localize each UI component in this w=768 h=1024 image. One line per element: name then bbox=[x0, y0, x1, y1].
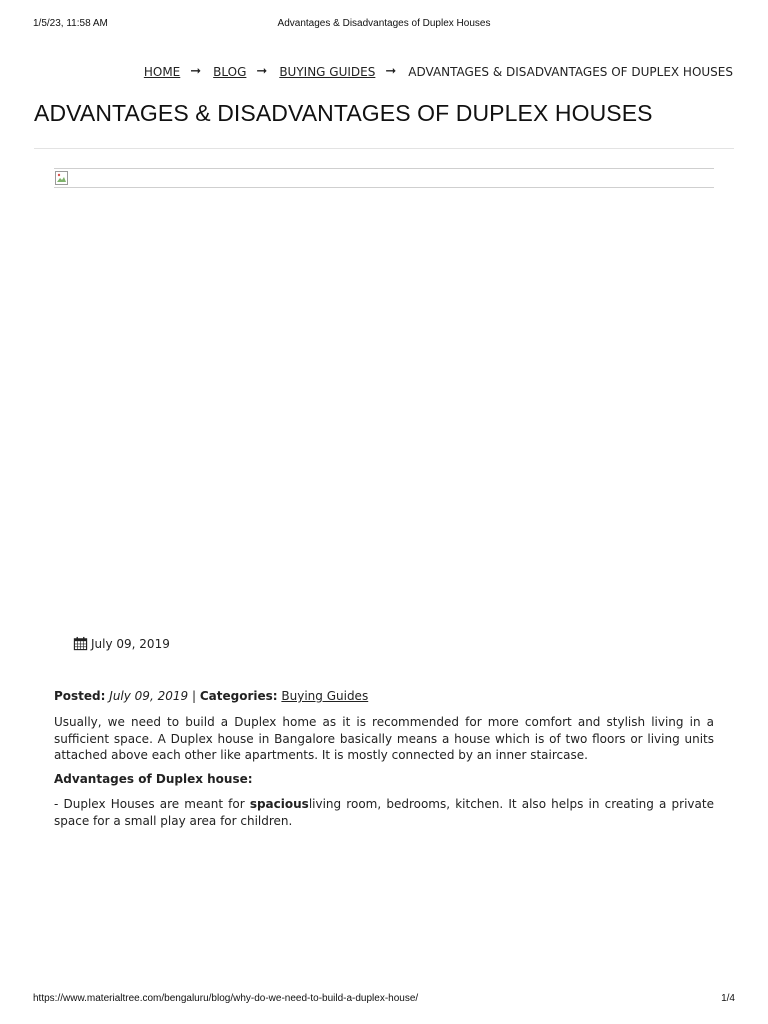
breadcrumb-blog-link[interactable]: BLOG bbox=[213, 64, 247, 79]
breadcrumb-arrow-icon: ➞ bbox=[256, 64, 268, 79]
print-url: https://www.materialtree.com/bengaluru/blog/why-do-we-need-to-build-a-duplex-house/ bbox=[33, 993, 419, 1004]
categories-label: Categories: bbox=[199, 689, 278, 703]
post-date bbox=[73, 636, 170, 651]
advantage-text-suffix: living room, bedrooms, kitchen. It also helps in creating a private space for a small play area for children. bbox=[54, 797, 714, 828]
advantage-paragraph bbox=[54, 796, 714, 829]
advantage-bold-word: spacious bbox=[249, 797, 309, 811]
breadcrumb-arrow-icon: ➞ bbox=[385, 64, 397, 79]
broken-image-icon bbox=[54, 170, 70, 186]
breadcrumb-arrow-icon: ➞ bbox=[190, 64, 202, 79]
print-page-number: 1/4 bbox=[721, 993, 735, 1004]
advantages-heading: Advantages of Duplex house: bbox=[54, 772, 253, 786]
breadcrumb-current: ADVANTAGES & DISADVANTAGES OF DUPLEX HOUSES bbox=[408, 64, 733, 79]
page-title: ADVANTAGES & DISADVANTAGES OF DUPLEX HOUSES bbox=[34, 100, 653, 126]
post-date-text: July 09, 2019 bbox=[91, 636, 170, 651]
featured-image bbox=[54, 168, 714, 188]
print-page-title: Advantages & Disadvantages of Duplex Houses bbox=[277, 18, 491, 29]
calendar-icon bbox=[73, 636, 88, 651]
posted-date: July 09, 2019 bbox=[109, 689, 189, 703]
title-divider bbox=[34, 148, 734, 149]
advantage-text-prefix: - Duplex Houses are meant for bbox=[54, 797, 250, 811]
meta-separator: | bbox=[191, 689, 196, 703]
posted-label: Posted: bbox=[54, 689, 106, 703]
post-meta bbox=[54, 688, 714, 705]
breadcrumb bbox=[144, 64, 733, 79]
print-timestamp: 1/5/23, 11:58 AM bbox=[33, 18, 108, 29]
print-footer bbox=[33, 993, 735, 1007]
intro-paragraph: Usually, we need to build a Duplex home as it is recommended for more comfort and stylish living in a sufficient space. A Duplex house in Bangalore basically means a house which is of two floors or living units attached above each other like apartments. It is mostly connected by an inner staircase. bbox=[54, 715, 714, 762]
breadcrumb-home-link[interactable]: HOME bbox=[143, 64, 181, 79]
category-link[interactable]: Buying Guides bbox=[281, 689, 369, 703]
breadcrumb-buying-guides-link[interactable]: BUYING GUIDES bbox=[279, 64, 376, 79]
print-header bbox=[33, 18, 735, 32]
